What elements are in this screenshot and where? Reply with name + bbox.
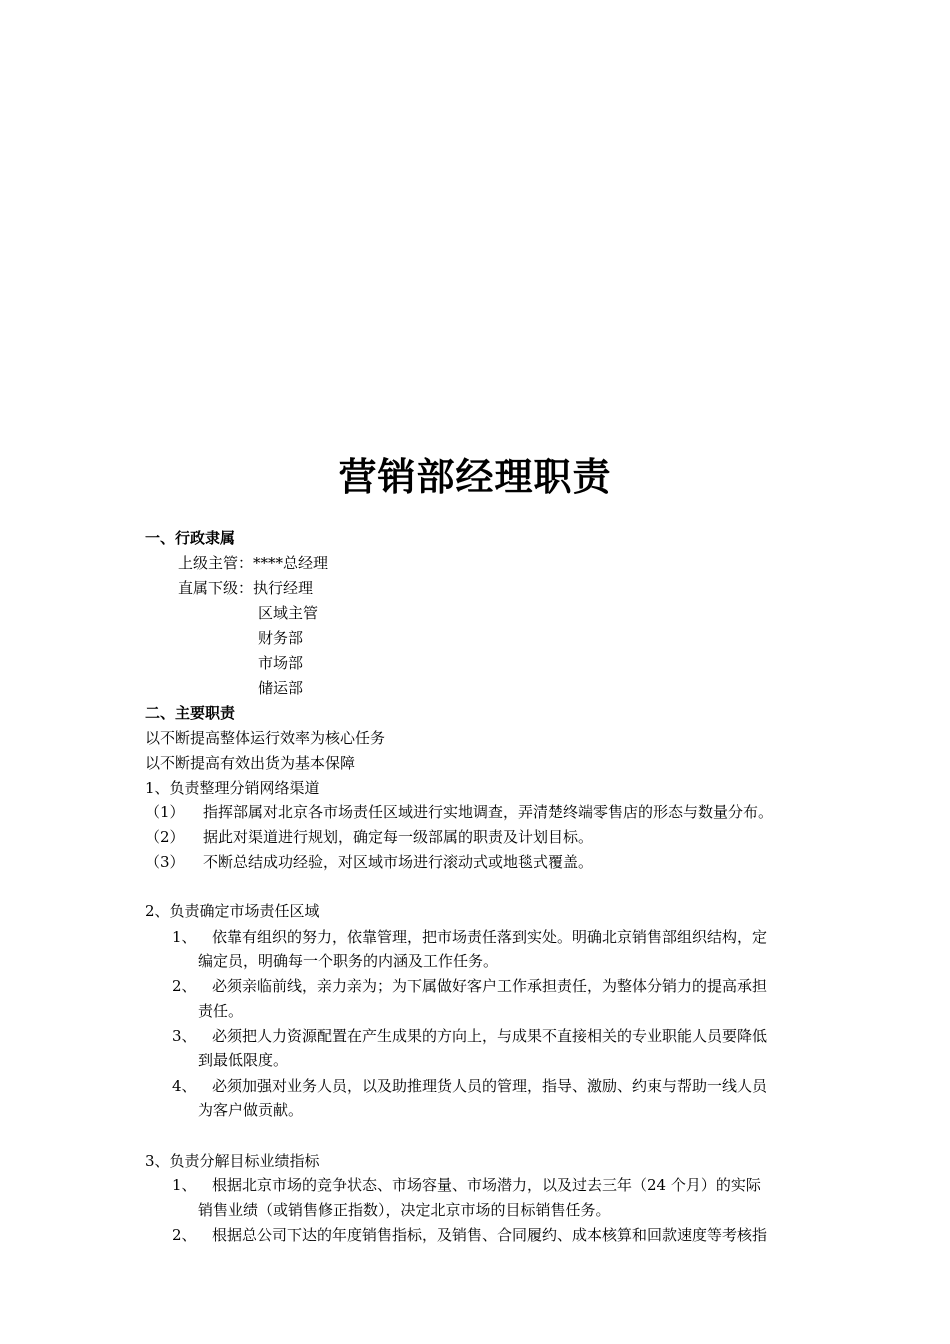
intro-line: 以不断提高有效出货为基本保障 (145, 754, 356, 772)
intro-line: 以不断提高整体运行效率为核心任务 (145, 729, 386, 747)
subordinate-item: 财务部 (258, 629, 304, 647)
list-item (172, 976, 767, 996)
subordinate-item: 储运部 (258, 679, 304, 697)
list-item-number: （3） (145, 853, 185, 871)
list-item (145, 802, 773, 822)
list-item-text: 指挥部属对北京各市场责任区域进行实地调查，弄清楚终端零售店的形态与数量分布。 (203, 803, 774, 821)
list-item-number: 3、 (172, 1027, 197, 1045)
supervisor-label: 上级主管： (178, 554, 254, 572)
list-item-text: 必须把人力资源配置在产生成果的方向上，与成果不直接相关的专业职能人员要降低 (212, 1027, 768, 1045)
list-item-continuation: 到最低限度。 (198, 1051, 289, 1069)
list-item (172, 1175, 761, 1195)
list-item-number: 4、 (172, 1077, 197, 1095)
subordinates-label: 直属下级： (178, 579, 254, 597)
list-item (145, 827, 593, 847)
document-title: 营销部经理职责 (338, 454, 612, 499)
list-item-text: 必须加强对业务人员，以及助推理货人员的管理，指导、激励、约束与帮助一线人员 (212, 1077, 768, 1095)
duty-title: 2、负责确定市场责任区域 (145, 902, 320, 920)
list-item-continuation: 为客户做贡献。 (198, 1101, 304, 1119)
list-item-text: 根据北京市场的竞争状态、市场容量、市场潜力，以及过去三年（24 个月）的实际 (212, 1176, 761, 1194)
list-item-number: 2、 (172, 977, 197, 995)
list-item-text: 据此对渠道进行规划，确定每一级部属的职责及计划目标。 (203, 828, 594, 846)
list-item-number: （2） (145, 828, 185, 846)
list-item-text: 必须亲临前线，亲力亲为；为下属做好客户工作承担责任，为整体分销力的提高承担 (212, 977, 768, 995)
list-item-number: 1、 (172, 1176, 197, 1194)
list-item (172, 1026, 767, 1046)
list-item-text: 不断总结成功经验，对区域市场进行滚动式或地毯式覆盖。 (203, 853, 594, 871)
list-item-number: （1） (145, 803, 185, 821)
list-item-number: 2、 (172, 1226, 197, 1244)
subordinate-item: 区域主管 (258, 604, 319, 622)
section-heading-responsibilities: 二、主要职责 (145, 704, 236, 722)
list-item (145, 852, 593, 872)
list-item-continuation: 责任。 (198, 1002, 244, 1020)
supervisor-line (178, 553, 328, 573)
list-item (172, 927, 767, 947)
list-item-continuation: 编定员，明确每一个职务的内涵及工作任务。 (198, 952, 499, 970)
subordinate-item: 市场部 (258, 654, 304, 672)
list-item (172, 1076, 767, 1096)
list-item-text: 根据总公司下达的年度销售指标，及销售、合同履约、成本核算和回款速度等考核指 (212, 1226, 768, 1244)
duty-title: 1、负责整理分销网络渠道 (145, 779, 320, 797)
list-item-continuation: 销售业绩（或销售修正指数），决定北京市场的目标销售任务。 (198, 1201, 611, 1219)
supervisor-value: ****总经理 (253, 554, 329, 572)
section-heading-administrative: 一、行政隶属 (145, 529, 236, 547)
duty-title: 3、负责分解目标业绩指标 (145, 1152, 320, 1170)
list-item-text: 依靠有组织的努力，依靠管理，把市场责任落到实处。明确北京销售部组织结构，定 (212, 928, 768, 946)
subordinate-item: 执行经理 (253, 579, 314, 597)
list-item-number: 1、 (172, 928, 197, 946)
subordinates-line (178, 578, 313, 598)
list-item (172, 1225, 767, 1245)
